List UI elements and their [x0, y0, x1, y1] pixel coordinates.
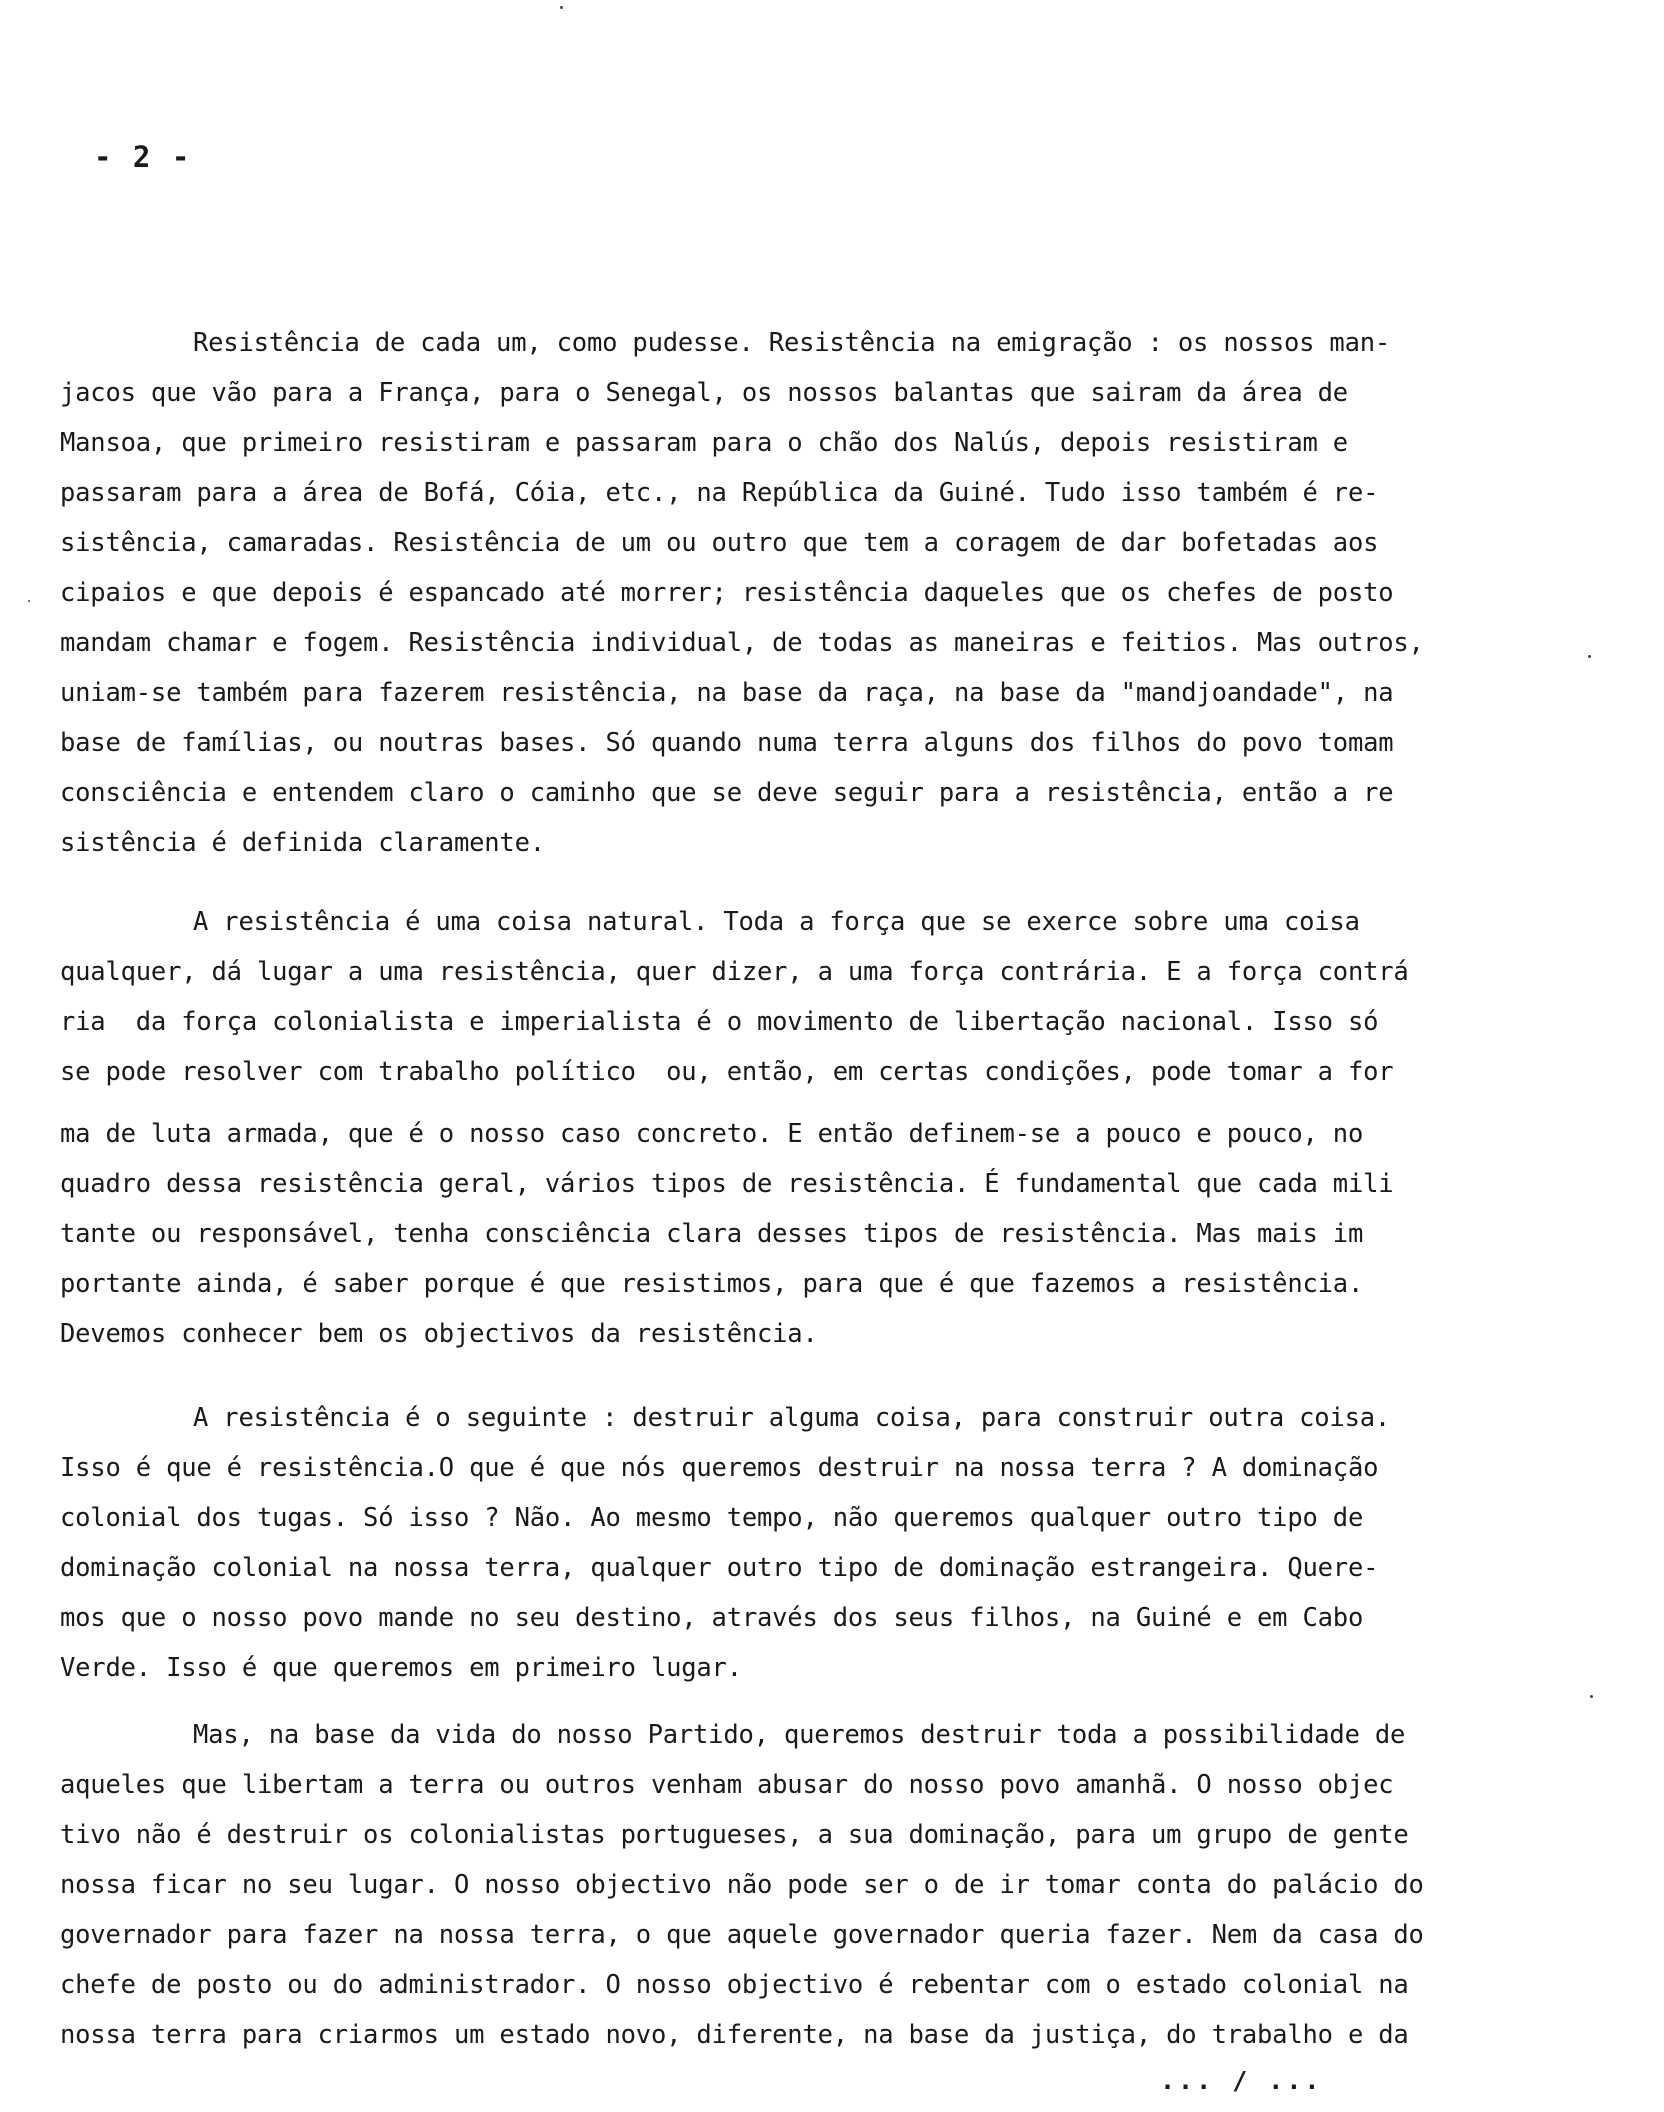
- text-line: Verde. Isso é que queremos em primeiro lugar.: [60, 1653, 742, 1683]
- text-line: Resistência de cada um, como pudesse. Resistência na emigração : os nossos man-: [193, 328, 1391, 358]
- text-line: ma de luta armada, que é o nosso caso concreto. E então definem-se a pouco e pouco, no: [60, 1119, 1364, 1149]
- text-line: aqueles que libertam a terra ou outros venham abusar do nosso povo amanhã. O nosso objec: [60, 1770, 1394, 1800]
- paragraph: [60, 897, 1480, 1359]
- text-line: consciência e entendem claro o caminho que se deve seguir para a resistência, então a re: [60, 778, 1394, 808]
- text-line: nossa ficar no seu lugar. O nosso objectivo não pode ser o de ir tomar conta do palácio do: [60, 1870, 1424, 1900]
- text-line: nossa terra para criarmos um estado novo, diferente, na base da justiça, do trabalho e da: [60, 2020, 1409, 2050]
- text-line: se pode resolver com trabalho político ou, então, em certas condições, pode tomar a for: [60, 1057, 1394, 1087]
- text-line: sistência, camaradas. Resistência de um ou outro que tem a coragem de dar bofetadas aos: [60, 528, 1379, 558]
- text-line: qualquer, dá lugar a uma resistência, quer dizer, a uma força contrária. E a força contrá: [60, 957, 1409, 987]
- text-line: mandam chamar e fogem. Resistência individual, de todas as maneiras e feitios. Mas outros,: [60, 628, 1424, 658]
- text-line: quadro dessa resistência geral, vários tipos de resistência. É fundamental que cada mili: [60, 1169, 1394, 1199]
- paragraph: [60, 1393, 1480, 1693]
- text-line: jacos que vão para a França, para o Senegal, os nossos balantas que sairam da área de: [60, 378, 1348, 408]
- text-line: A resistência é uma coisa natural. Toda a força que se exerce sobre uma coisa: [193, 907, 1360, 937]
- continuation-mark: ... / ...: [1160, 2066, 1323, 2095]
- scan-speck: [1590, 1695, 1593, 1698]
- text-line: uniam-se também para fazerem resistência, na base da raça, na base da "mandjoandade", na: [60, 678, 1394, 708]
- text-line: governador para fazer na nossa terra, o que aquele governador queria fazer. Nem da casa do: [60, 1920, 1424, 1950]
- text-line: Mas, na base da vida do nosso Partido, queremos destruir toda a possibilidade de: [193, 1720, 1406, 1750]
- text-line: A resistência é o seguinte : destruir alguma coisa, para construir outra coisa.: [193, 1403, 1391, 1433]
- scan-speck: [28, 600, 30, 602]
- text-line: tante ou responsável, tenha consciência clara desses tipos de resistência. Mas mais im: [60, 1219, 1364, 1249]
- text-line: dominação colonial na nossa terra, qualquer outro tipo de dominação estrangeira. Quere-: [60, 1553, 1379, 1583]
- text-line: cipaios e que depois é espancado até morrer; resistência daqueles que os chefes de posto: [60, 578, 1394, 608]
- paragraph: [60, 1710, 1480, 2060]
- text-line: base de famílias, ou noutras bases. Só quando numa terra alguns dos filhos do povo tomam: [60, 728, 1394, 758]
- page-number: - 2 -: [94, 140, 192, 174]
- scan-speck: [1588, 655, 1591, 658]
- text-line: chefe de posto ou do administrador. O nosso objectivo é rebentar com o estado colonial na: [60, 1970, 1409, 2000]
- text-line: tivo não é destruir os colonialistas portugueses, a sua dominação, para um grupo de gente: [60, 1820, 1409, 1850]
- text-line: Mansoa, que primeiro resistiram e passaram para o chão dos Nalús, depois resistiram e: [60, 428, 1348, 458]
- paragraph: [60, 318, 1480, 868]
- scan-speck: [560, 6, 563, 9]
- text-line: ria da força colonialista e imperialista é o movimento de libertação nacional. Isso só: [60, 1007, 1379, 1037]
- text-line: passaram para a área de Bofá, Cóia, etc., na República da Guiné. Tudo isso também é re-: [60, 478, 1379, 508]
- text-line: Devemos conhecer bem os objectivos da resistência.: [60, 1319, 818, 1349]
- text-line: mos que o nosso povo mande no seu destino, através dos seus filhos, na Guiné e em Cabo: [60, 1603, 1364, 1633]
- text-line: sistência é definida claramente.: [60, 828, 545, 858]
- text-line: portante ainda, é saber porque é que resistimos, para que é que fazemos a resistência.: [60, 1269, 1364, 1299]
- text-line: Isso é que é resistência.O que é que nós queremos destruir na nossa terra ? A dominação: [60, 1453, 1379, 1483]
- text-line: colonial dos tugas. Só isso ? Não. Ao mesmo tempo, não queremos qualquer outro tipo de: [60, 1503, 1364, 1533]
